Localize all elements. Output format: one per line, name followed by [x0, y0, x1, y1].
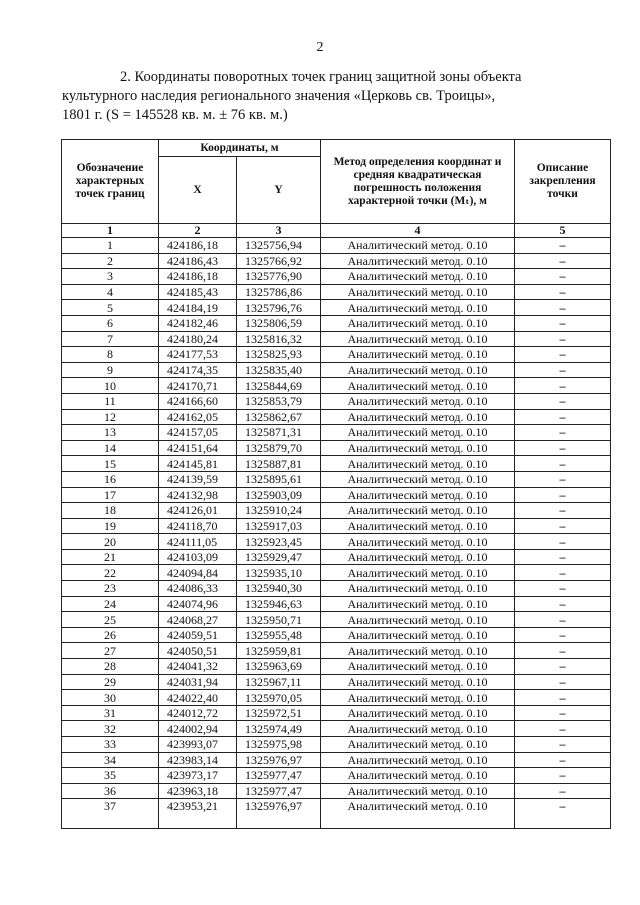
fixing-description-cell: – — [515, 456, 611, 472]
method-cell: Аналитический метод. 0.10 — [321, 315, 515, 331]
point-number-cell: 22 — [62, 565, 159, 581]
y-coordinate-cell: 1325879,70 — [237, 440, 321, 456]
heading-line-2: культурного наследия регионального значения «Церковь св. Троицы», — [62, 88, 496, 104]
method-cell: Аналитический метод. 0.10 — [321, 284, 515, 300]
point-number-cell: 25 — [62, 612, 159, 628]
header-method: Метод определения координат и средняя квадратическая погрешность положения характерной точки (Mₜ), м — [321, 140, 515, 224]
fixing-description-cell: – — [515, 705, 611, 721]
table-row — [62, 440, 611, 456]
table-body — [62, 238, 611, 829]
point-number-cell: 1 — [62, 238, 159, 254]
y-coordinate-cell: 1325970,05 — [237, 690, 321, 706]
point-number-cell: 36 — [62, 783, 159, 799]
y-coordinate-cell: 1325976,97 — [237, 799, 321, 829]
table-row — [62, 284, 611, 300]
point-number-cell: 13 — [62, 425, 159, 441]
method-cell: Аналитический метод. 0.10 — [321, 705, 515, 721]
table-row — [62, 253, 611, 269]
y-coordinate-cell: 1325844,69 — [237, 378, 321, 394]
table-row — [62, 690, 611, 706]
point-number-cell: 17 — [62, 487, 159, 503]
point-number-cell: 37 — [62, 799, 159, 829]
method-cell: Аналитический метод. 0.10 — [321, 253, 515, 269]
y-coordinate-cell: 1325853,79 — [237, 393, 321, 409]
x-coordinate-cell: 423993,07 — [159, 737, 237, 753]
y-coordinate-cell: 1325963,69 — [237, 659, 321, 675]
table-row — [62, 783, 611, 799]
table-row — [62, 393, 611, 409]
table-row — [62, 347, 611, 363]
x-coordinate-cell: 424111,05 — [159, 534, 237, 550]
x-coordinate-cell: 423953,21 — [159, 799, 237, 829]
y-coordinate-cell: 1325816,32 — [237, 331, 321, 347]
point-number-cell: 8 — [62, 347, 159, 363]
x-coordinate-cell: 424050,51 — [159, 643, 237, 659]
point-number-cell: 9 — [62, 362, 159, 378]
table-row — [62, 269, 611, 285]
fixing-description-cell: – — [515, 471, 611, 487]
fixing-description-cell: – — [515, 721, 611, 737]
table-row — [62, 409, 611, 425]
fixing-description-cell: – — [515, 238, 611, 254]
header-y: Y — [237, 157, 321, 224]
y-coordinate-cell: 1325959,81 — [237, 643, 321, 659]
method-cell: Аналитический метод. 0.10 — [321, 409, 515, 425]
point-number-cell: 34 — [62, 752, 159, 768]
point-number-cell: 10 — [62, 378, 159, 394]
table-row — [62, 471, 611, 487]
y-coordinate-cell: 1325903,09 — [237, 487, 321, 503]
fixing-description-cell: – — [515, 253, 611, 269]
fixing-description-cell: – — [515, 612, 611, 628]
y-coordinate-cell: 1325935,10 — [237, 565, 321, 581]
x-coordinate-cell: 424022,40 — [159, 690, 237, 706]
fixing-description-cell: – — [515, 783, 611, 799]
fixing-description-cell: – — [515, 643, 611, 659]
header-x: X — [159, 157, 237, 224]
y-coordinate-cell: 1325766,92 — [237, 253, 321, 269]
y-coordinate-cell: 1325972,51 — [237, 705, 321, 721]
fixing-description-cell: – — [515, 284, 611, 300]
table-row — [62, 737, 611, 753]
fixing-description-cell: – — [515, 409, 611, 425]
y-coordinate-cell: 1325910,24 — [237, 503, 321, 519]
fixing-description-cell: – — [515, 487, 611, 503]
method-cell: Аналитический метод. 0.10 — [321, 425, 515, 441]
x-coordinate-cell: 424186,43 — [159, 253, 237, 269]
y-coordinate-cell: 1325776,90 — [237, 269, 321, 285]
y-coordinate-cell: 1325895,61 — [237, 471, 321, 487]
heading-line-3: 1801 г. (S = 145528 кв. м. ± 76 кв. м.) — [62, 107, 288, 123]
y-coordinate-cell: 1325806,59 — [237, 315, 321, 331]
fixing-description-cell: – — [515, 269, 611, 285]
fixing-description-cell: – — [515, 300, 611, 316]
method-cell: Аналитический метод. 0.10 — [321, 596, 515, 612]
header-point-designation: Обозначение характерных точек границ — [62, 140, 159, 224]
point-number-cell: 2 — [62, 253, 159, 269]
y-coordinate-cell: 1325929,47 — [237, 549, 321, 565]
x-coordinate-cell: 424151,64 — [159, 440, 237, 456]
point-number-cell: 3 — [62, 269, 159, 285]
method-cell: Аналитический метод. 0.10 — [321, 721, 515, 737]
point-number-cell: 14 — [62, 440, 159, 456]
section-heading — [62, 68, 592, 125]
fixing-description-cell: – — [515, 565, 611, 581]
method-cell: Аналитический метод. 0.10 — [321, 534, 515, 550]
y-coordinate-cell: 1325796,76 — [237, 300, 321, 316]
y-coordinate-cell: 1325977,47 — [237, 768, 321, 784]
point-number-cell: 30 — [62, 690, 159, 706]
point-number-cell: 11 — [62, 393, 159, 409]
method-cell: Аналитический метод. 0.10 — [321, 549, 515, 565]
table-row — [62, 721, 611, 737]
column-number: 2 — [159, 224, 237, 238]
method-cell: Аналитический метод. 0.10 — [321, 752, 515, 768]
table-row — [62, 627, 611, 643]
page-number: 2 — [316, 40, 324, 55]
x-coordinate-cell: 424177,53 — [159, 347, 237, 363]
x-coordinate-cell: 423983,14 — [159, 752, 237, 768]
fixing-description-cell: – — [515, 752, 611, 768]
method-cell: Аналитический метод. 0.10 — [321, 238, 515, 254]
table-row — [62, 503, 611, 519]
fixing-description-cell: – — [515, 393, 611, 409]
y-coordinate-cell: 1325825,93 — [237, 347, 321, 363]
x-coordinate-cell: 424002,94 — [159, 721, 237, 737]
table-row — [62, 752, 611, 768]
x-coordinate-cell: 424180,24 — [159, 331, 237, 347]
point-number-cell: 24 — [62, 596, 159, 612]
y-coordinate-cell: 1325976,97 — [237, 752, 321, 768]
method-cell: Аналитический метод. 0.10 — [321, 300, 515, 316]
y-coordinate-cell: 1325835,40 — [237, 362, 321, 378]
y-coordinate-cell: 1325887,81 — [237, 456, 321, 472]
point-number-cell: 18 — [62, 503, 159, 519]
column-number: 3 — [237, 224, 321, 238]
y-coordinate-cell: 1325977,47 — [237, 783, 321, 799]
fixing-description-cell: – — [515, 674, 611, 690]
y-coordinate-cell: 1325955,48 — [237, 627, 321, 643]
point-number-cell: 16 — [62, 471, 159, 487]
fixing-description-cell: – — [515, 768, 611, 784]
y-coordinate-cell: 1325974,49 — [237, 721, 321, 737]
x-coordinate-cell: 424012,72 — [159, 705, 237, 721]
method-cell: Аналитический метод. 0.10 — [321, 627, 515, 643]
heading-line-1: 2. Координаты поворотных точек границ защитной зоны объекта — [120, 69, 522, 85]
point-number-cell: 4 — [62, 284, 159, 300]
method-cell: Аналитический метод. 0.10 — [321, 674, 515, 690]
x-coordinate-cell: 424139,59 — [159, 471, 237, 487]
y-coordinate-cell: 1325940,30 — [237, 581, 321, 597]
point-number-cell: 5 — [62, 300, 159, 316]
column-number: 5 — [515, 224, 611, 238]
fixing-description-cell: – — [515, 440, 611, 456]
table-row — [62, 456, 611, 472]
x-coordinate-cell: 424174,35 — [159, 362, 237, 378]
point-number-cell: 26 — [62, 627, 159, 643]
fixing-description-cell: – — [515, 799, 611, 829]
fixing-description-cell: – — [515, 596, 611, 612]
table-row — [62, 768, 611, 784]
point-number-cell: 7 — [62, 331, 159, 347]
table-row — [62, 300, 611, 316]
point-number-cell: 21 — [62, 549, 159, 565]
method-cell: Аналитический метод. 0.10 — [321, 269, 515, 285]
coordinates-table — [61, 139, 611, 829]
x-coordinate-cell: 424041,32 — [159, 659, 237, 675]
method-cell: Аналитический метод. 0.10 — [321, 331, 515, 347]
column-number-row — [62, 224, 611, 238]
x-coordinate-cell: 424031,94 — [159, 674, 237, 690]
point-number-cell: 27 — [62, 643, 159, 659]
point-number-cell: 20 — [62, 534, 159, 550]
method-cell: Аналитический метод. 0.10 — [321, 471, 515, 487]
x-coordinate-cell: 424086,33 — [159, 581, 237, 597]
point-number-cell: 6 — [62, 315, 159, 331]
column-number: 4 — [321, 224, 515, 238]
method-cell: Аналитический метод. 0.10 — [321, 393, 515, 409]
header-coordinates: Координаты, м — [159, 140, 321, 157]
column-number: 1 — [62, 224, 159, 238]
x-coordinate-cell: 424170,71 — [159, 378, 237, 394]
point-number-cell: 23 — [62, 581, 159, 597]
point-number-cell: 35 — [62, 768, 159, 784]
x-coordinate-cell: 424094,84 — [159, 565, 237, 581]
x-coordinate-cell: 424157,05 — [159, 425, 237, 441]
y-coordinate-cell: 1325786,86 — [237, 284, 321, 300]
y-coordinate-cell: 1325946,63 — [237, 596, 321, 612]
fixing-description-cell: – — [515, 690, 611, 706]
y-coordinate-cell: 1325950,71 — [237, 612, 321, 628]
y-coordinate-cell: 1325756,94 — [237, 238, 321, 254]
method-cell: Аналитический метод. 0.10 — [321, 440, 515, 456]
table-row — [62, 799, 611, 829]
method-cell: Аналитический метод. 0.10 — [321, 503, 515, 519]
table-row — [62, 581, 611, 597]
method-cell: Аналитический метод. 0.10 — [321, 783, 515, 799]
table-row — [62, 705, 611, 721]
fixing-description-cell: – — [515, 659, 611, 675]
method-cell: Аналитический метод. 0.10 — [321, 378, 515, 394]
fixing-description-cell: – — [515, 362, 611, 378]
table-row — [62, 549, 611, 565]
point-number-cell: 32 — [62, 721, 159, 737]
method-cell: Аналитический метод. 0.10 — [321, 612, 515, 628]
table-row — [62, 674, 611, 690]
table-row — [62, 643, 611, 659]
fixing-description-cell: – — [515, 425, 611, 441]
x-coordinate-cell: 424162,05 — [159, 409, 237, 425]
fixing-description-cell: – — [515, 378, 611, 394]
method-cell: Аналитический метод. 0.10 — [321, 518, 515, 534]
table-row — [62, 612, 611, 628]
fixing-description-cell: – — [515, 549, 611, 565]
y-coordinate-cell: 1325871,31 — [237, 425, 321, 441]
method-cell: Аналитический метод. 0.10 — [321, 799, 515, 829]
x-coordinate-cell: 424126,01 — [159, 503, 237, 519]
x-coordinate-cell: 424166,60 — [159, 393, 237, 409]
table-row — [62, 487, 611, 503]
table-row — [62, 378, 611, 394]
fixing-description-cell: – — [515, 627, 611, 643]
x-coordinate-cell: 423963,18 — [159, 783, 237, 799]
table-row — [62, 315, 611, 331]
y-coordinate-cell: 1325862,67 — [237, 409, 321, 425]
table-row — [62, 331, 611, 347]
fixing-description-cell: – — [515, 534, 611, 550]
x-coordinate-cell: 424186,18 — [159, 238, 237, 254]
point-number-cell: 28 — [62, 659, 159, 675]
x-coordinate-cell: 424145,81 — [159, 456, 237, 472]
method-cell: Аналитический метод. 0.10 — [321, 737, 515, 753]
y-coordinate-cell: 1325967,11 — [237, 674, 321, 690]
y-coordinate-cell: 1325975,98 — [237, 737, 321, 753]
point-number-cell: 33 — [62, 737, 159, 753]
method-cell: Аналитический метод. 0.10 — [321, 362, 515, 378]
table-row — [62, 596, 611, 612]
x-coordinate-cell: 424182,46 — [159, 315, 237, 331]
x-coordinate-cell: 423973,17 — [159, 768, 237, 784]
header-fixing-description: Описание закрепления точки — [515, 140, 611, 224]
y-coordinate-cell: 1325923,45 — [237, 534, 321, 550]
table-row — [62, 534, 611, 550]
method-cell: Аналитический метод. 0.10 — [321, 581, 515, 597]
point-number-cell: 12 — [62, 409, 159, 425]
table-row — [62, 659, 611, 675]
point-number-cell: 19 — [62, 518, 159, 534]
method-cell: Аналитический метод. 0.10 — [321, 643, 515, 659]
method-cell: Аналитический метод. 0.10 — [321, 690, 515, 706]
x-coordinate-cell: 424059,51 — [159, 627, 237, 643]
method-cell: Аналитический метод. 0.10 — [321, 456, 515, 472]
x-coordinate-cell: 424186,18 — [159, 269, 237, 285]
x-coordinate-cell: 424185,43 — [159, 284, 237, 300]
table-row — [62, 238, 611, 254]
fixing-description-cell: – — [515, 581, 611, 597]
point-number-cell: 29 — [62, 674, 159, 690]
method-cell: Аналитический метод. 0.10 — [321, 347, 515, 363]
fixing-description-cell: – — [515, 737, 611, 753]
x-coordinate-cell: 424118,70 — [159, 518, 237, 534]
method-cell: Аналитический метод. 0.10 — [321, 659, 515, 675]
point-number-cell: 31 — [62, 705, 159, 721]
fixing-description-cell: – — [515, 503, 611, 519]
x-coordinate-cell: 424074,96 — [159, 596, 237, 612]
table-row — [62, 425, 611, 441]
table-row — [62, 362, 611, 378]
y-coordinate-cell: 1325917,03 — [237, 518, 321, 534]
method-cell: Аналитический метод. 0.10 — [321, 565, 515, 581]
x-coordinate-cell: 424184,19 — [159, 300, 237, 316]
x-coordinate-cell: 424068,27 — [159, 612, 237, 628]
fixing-description-cell: – — [515, 315, 611, 331]
method-cell: Аналитический метод. 0.10 — [321, 768, 515, 784]
table-row — [62, 565, 611, 581]
table-row — [62, 518, 611, 534]
fixing-description-cell: – — [515, 347, 611, 363]
method-cell: Аналитический метод. 0.10 — [321, 487, 515, 503]
point-number-cell: 15 — [62, 456, 159, 472]
fixing-description-cell: – — [515, 331, 611, 347]
fixing-description-cell: – — [515, 518, 611, 534]
x-coordinate-cell: 424103,09 — [159, 549, 237, 565]
x-coordinate-cell: 424132,98 — [159, 487, 237, 503]
